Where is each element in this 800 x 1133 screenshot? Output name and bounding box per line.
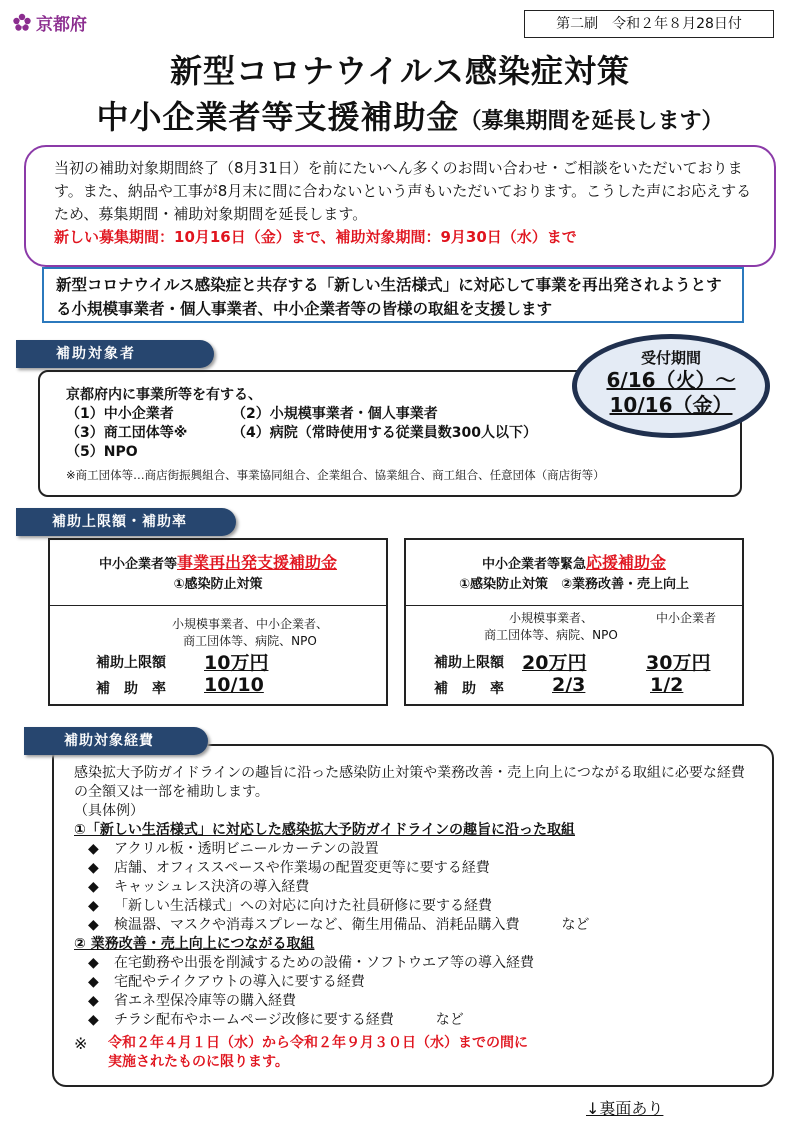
period-note (74, 1034, 772, 1072)
subsidy-categories-b: 中小企業者 (655, 611, 716, 625)
period-ellipse (572, 334, 770, 438)
intro-highlight: 新しい募集期間：10月16日（金）まで、補助対象期間：9月30日（水）まで (54, 228, 577, 246)
subsidy-header (406, 540, 742, 606)
list-item: ◆ アクリル板・透明ビニールカーテンの設置 (88, 841, 379, 857)
subsidy-header (50, 540, 386, 606)
rate-value-b: 1/2 (650, 674, 684, 696)
expenses-lead: 感染拡大予防ガイドラインの趣旨に沿った感染防止対策や業務改善・売上向上につながる取組に必要な経費の全額又は一部を補助します。 (74, 765, 745, 800)
limit-value: 10万円 (204, 652, 269, 674)
diamond-icon: ◆ (88, 955, 99, 971)
limit-value-b: 30万円 (646, 652, 711, 674)
target-item: （2）小規模事業者・個人事業者 (232, 406, 438, 422)
note-line2: 実施されたものに限ります。 (108, 1054, 289, 1070)
list-item: ◆ 「新しい生活様式」への対応に向けた社員研修に要する経費 (88, 898, 492, 914)
list-item: ◆ キャッシュレス決済の導入経費 (88, 879, 310, 895)
title-line2 (20, 92, 800, 138)
diamond-icon: ◆ (88, 974, 99, 990)
rate-label: 補 助 率 (96, 681, 166, 697)
note-line1: 令和２年４月１日（水）から令和２年９月３０日（水）までの間に (108, 1035, 528, 1051)
support-banner: 新型コロナウイルス感染症と共存する「新しい生活様式」に対応して事業を再出発されようとする小規模事業者・個人事業者、中小企業者等の皆様の取組を支援します (42, 267, 744, 323)
list-item: ◆ 省エネ型保冷庫等の購入経費 (88, 993, 296, 1009)
diamond-icon: ◆ (88, 879, 99, 895)
target-item: （5）NPO (66, 444, 138, 460)
rate-value: 10/10 (204, 674, 264, 696)
diamond-icon: ◆ (88, 841, 99, 857)
rate-label: 補 助 率 (434, 681, 504, 697)
subsidy-subtitle: ①感染防止対策 ②業務改善・売上向上 (458, 577, 689, 592)
list-item: ◆ 在宅勤務や出張を削減するための設備・ソフトウエア等の導入経費 (88, 955, 534, 971)
subsidy-subtitle: ①感染防止対策 (173, 577, 263, 592)
period-end: 10/16（金） (609, 393, 733, 417)
subsidy-prefix: 中小企業者等緊急 (481, 557, 586, 572)
diamond-icon: ◆ (88, 898, 99, 914)
note-mark: ※ (74, 1034, 88, 1053)
kyoto-emblem-icon (12, 13, 32, 33)
example-label: （具体例） (74, 803, 144, 819)
diamond-icon: ◆ (88, 993, 99, 1009)
period-start: 6/16（火）～ (606, 368, 736, 392)
target-lead: 京都府内に事業所等を有する、 (66, 387, 262, 403)
period-label: 受付期間 (640, 349, 701, 367)
rate-value-a: 2/3 (552, 674, 586, 696)
list-item: ◆ 検温器、マスクや消毒スプレーなど、衛生用備品、消耗品購入費 など (88, 917, 590, 933)
tab-limits: 補助上限額・補助率 (16, 508, 236, 536)
target-item: （3）商工団体等※ (66, 425, 188, 441)
intro-box (24, 145, 776, 267)
subsidy-categories-a: 小規模事業者、 商工団体等、病院、NPO (484, 611, 618, 642)
subsidy-name: 応援補助金 (586, 553, 667, 572)
limit-label: 補助上限額 (96, 655, 166, 671)
subsidy-box-restart (48, 538, 388, 706)
limit-value-a: 20万円 (522, 652, 587, 674)
target-item: （1）中小企業者 (66, 406, 174, 422)
title-sub: （募集期間を延長します） (459, 109, 724, 134)
limit-label: 補助上限額 (434, 655, 504, 671)
target-item: （4）病院（常時使用する従業員数300人以下） (232, 425, 537, 441)
diamond-icon: ◆ (88, 1012, 99, 1028)
list-item: ◆ チラシ配布やホームページ改修に要する経費 など (88, 1012, 464, 1028)
tab-expenses: 補助対象経費 (24, 727, 208, 755)
list-item: ◆ 店舗、オフィススペースや作業場の配置変更等に要する経費 (88, 860, 490, 876)
expenses-box (52, 744, 774, 1087)
diamond-icon: ◆ (88, 917, 99, 933)
subsidy-name: 事業再出発支援補助金 (177, 553, 338, 572)
subsidy-categories: 小規模事業者、中小企業者、 商工団体等、病院、NPO (171, 617, 328, 648)
target-note: ※商工団体等…商店街振興組合、事業協同組合、企業組合、協業組合、商工組合、任意団体（商店街等） (66, 468, 605, 482)
tab-target: 補助対象者 (16, 340, 214, 368)
edition-box: 第二刷 令和２年８月28日付 (524, 10, 774, 38)
subsidy-prefix: 中小企業者等 (98, 557, 177, 572)
intro-text: 当初の補助対象期間終了（8月31日）を前にたいへん多くのお問い合わせ・ご相談をいただいております。また、納品や工事が8月末に間に合わないという声もいただいております。こうした声にお応えするため、募集期間・補助対象期間を延長します。 (54, 159, 752, 223)
group2-title: ② 業務改善・売上向上につながる取組 (74, 936, 315, 952)
back-page-note: ↓裏面あり (586, 1099, 664, 1118)
kyoto-logo (12, 10, 87, 35)
logo-text: 京都府 (36, 15, 87, 35)
diamond-icon: ◆ (88, 860, 99, 876)
list-item: ◆ 宅配やテイクアウトの導入に要する経費 (88, 974, 365, 990)
title-main: 中小企業者等支援補助金 (96, 98, 460, 136)
title-line1: 新型コロナウイルス感染症対策 (169, 52, 631, 90)
subsidy-box-emergency (404, 538, 744, 706)
group1-title: ①「新しい生活様式」に対応した感染拡大予防ガイドラインの趣旨に沿った取組 (74, 822, 576, 838)
